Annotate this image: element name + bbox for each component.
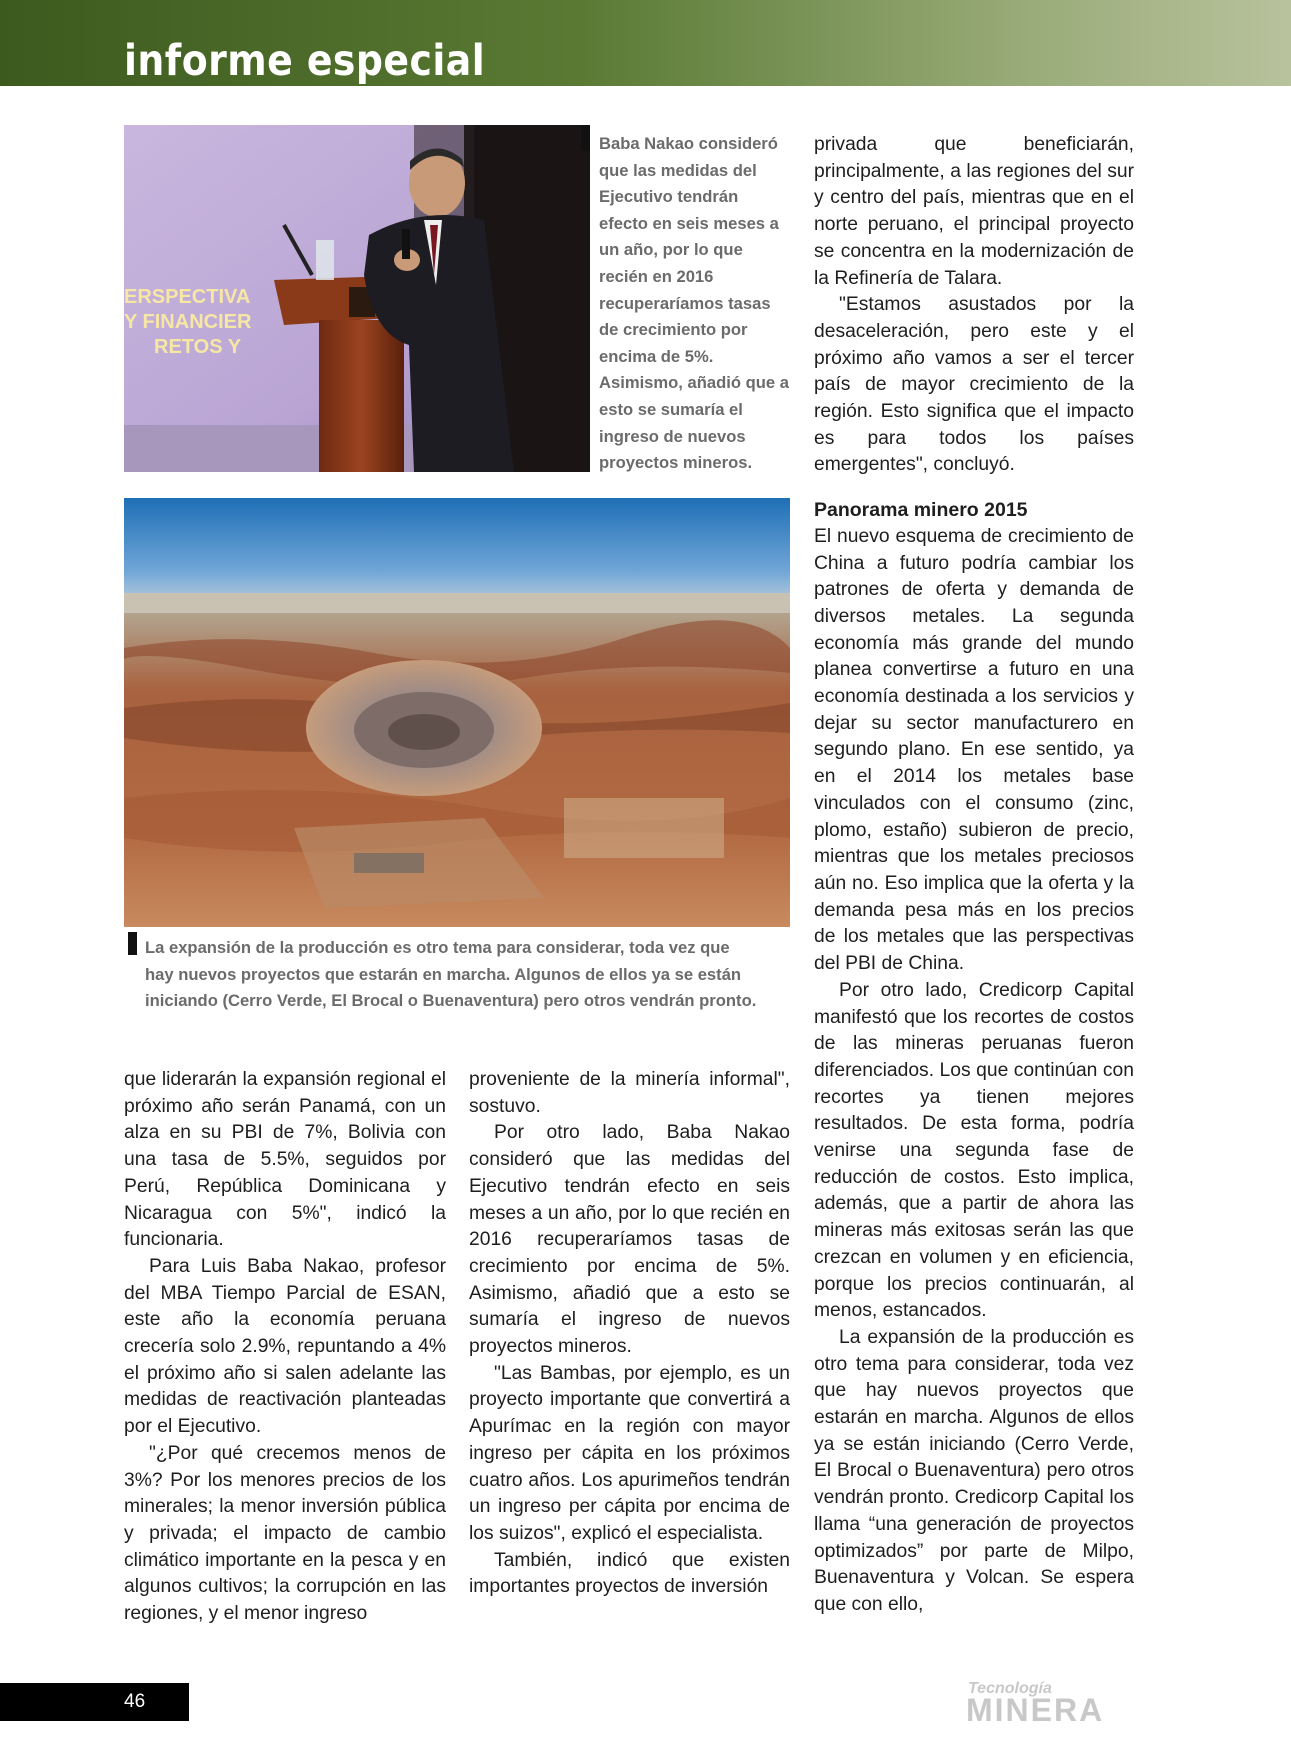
caption-bar — [581, 125, 590, 151]
mine-photo-art — [124, 498, 790, 927]
page-number: 46 — [124, 1691, 146, 1712]
slide-text — [124, 285, 284, 360]
caption-bar — [128, 932, 137, 955]
paragraph: que liderarán la expansión regional el próximo año serán Panamá, con un alza en su PBI de 7%, Bolivia con una tasa de 5.5%, seguidos por Perú, República Dominicana y Nicaragua con 5%", indicó la funcionaria. — [124, 1069, 446, 1251]
logo-main-text: MINERA — [966, 1692, 1105, 1728]
publication-logo — [966, 1680, 1136, 1728]
paragraph: "Las Bambas, por ejemplo, es un proyecto importante que convertirá a Apurímac en la región con mayor ingreso per cápita en los próximos cuatro años. Los apurimeños tendrán un ingreso per cápita por encima de los suizos", explicó el especialista. — [469, 1362, 790, 1544]
paragraph: También, indicó que existen importantes proyectos de inversión — [469, 1549, 790, 1598]
text-column-2 — [469, 1067, 790, 1601]
mine-photo — [124, 498, 790, 927]
section-heading: Panorama minero 2015 — [814, 499, 1028, 522]
paragraph: Por otro lado, Credicorp Capital manifestó que los recortes de costos de las mineras peruanas fueron diferenciados. Los que continúan con recortes ya tienen mejores resultados. De esta forma, podría venirse una segunda fase de reducción de costos. Esto implica, además, que a partir de ahora las mineras más exitosas serán las que crezcan en volumen y en eficiencia, porque los precios continuarán, al menos, estancados. — [814, 979, 1134, 1322]
photo-caption: Baba Nakao consideró que las medidas del Ejecutivo tendrán efecto en seis meses a un año, por lo que recién en 2016 recuperaríamos tasas de crecimiento por encima de 5%. Asimismo, añadió que a esto se sumaría el ingreso de nuevos proyectos mineros. — [599, 134, 789, 473]
logo-top-text: Tecnología — [968, 1680, 1052, 1697]
text-column-3 — [814, 132, 1134, 1619]
slide-line: RETOS Y — [154, 336, 242, 358]
paragraph: privada que beneficiarán, principalmente, a las regiones del sur y centro del país, mientras que en el norte peruano, el principal proyecto se concentra en la modernización de la Refinería de Talara. — [814, 134, 1134, 289]
paragraph: proveniente de la minería informal", sostuvo. — [469, 1069, 790, 1117]
section-title: informe especial — [124, 36, 486, 86]
paragraph: "¿Por qué crecemos menos de 3%? Por los menores precios de los minerales; la menor inversión pública y privada; el impacto de cambio climático importante en la pesca y en algunos cultivos; la corrupción en las regiones, y el menor ingreso — [124, 1442, 446, 1625]
slide-line: ERSPECTIVA — [124, 286, 251, 308]
paragraph: "Estamos asustados por la desaceleración, pero este y el próximo año vamos a ser el tercer país de mayor crecimiento de la región. Esto significa que el impacto es para todos los países emergentes", concluyó. — [814, 294, 1134, 476]
paragraph: El nuevo esquema de crecimiento de China a futuro podría cambiar los patrones de oferta y demanda de diversos metales. La segunda economía más grande del mundo planea convertirse a futuro en una economía destinada a los servicios y dejar su sector manufacturero en segundo plano. En ese sentido, ya en el 2014 los metales base vinculados con el consumo (zinc, plomo, estaño) subieron de precio, mientras que los metales preciosos aún no. Eso implica que la oferta y la demanda pesa más en los precios de los metales que las perspectivas del PBI de China. — [814, 525, 1134, 975]
paragraph: La expansión de la producción es otro tema para considerar, toda vez que hay nuevos proyectos que estarán en marcha. Algunos de ellos ya se están iniciando (Cerro Verde, El Brocal o Buenaventura) pero otros vendrán pronto. Credicorp Capital los llama “una generación de proyectos optimizados” por parte de Milpo, Buenaventura y Volcan. Se espera que con ello, — [814, 1326, 1134, 1615]
speaker-photo — [124, 125, 590, 472]
paragraph: Por otro lado, Baba Nakao consideró que las medidas del Ejecutivo tendrán efecto en seis meses a un año, por lo que recién en 2016 recuperaríamos tasas de crecimiento por encima de 5%. Asimismo, añadió que a esto se sumaría el ingreso de nuevos proyectos mineros. — [469, 1122, 790, 1358]
text-column-1 — [124, 1067, 446, 1628]
photo-caption: La expansión de la producción es otro tema para considerar, toda vez que hay nuevos proyectos que estarán en marcha. Algunos de ellos ya se están iniciando (Cerro Verde, El Brocal o Buenaventura) pero otros vendrán pronto. — [145, 938, 757, 1011]
paragraph: Para Luis Baba Nakao, profesor del MBA Tiempo Parcial de ESAN, este año la economía peruana crecería solo 2.9%, repuntando a 4% el próximo año si salen adelante las medidas de reactivación planteadas por el Ejecutivo. — [124, 1255, 446, 1438]
page-number-bar — [0, 1683, 189, 1721]
slide-line: Y FINANCIER — [124, 311, 252, 333]
